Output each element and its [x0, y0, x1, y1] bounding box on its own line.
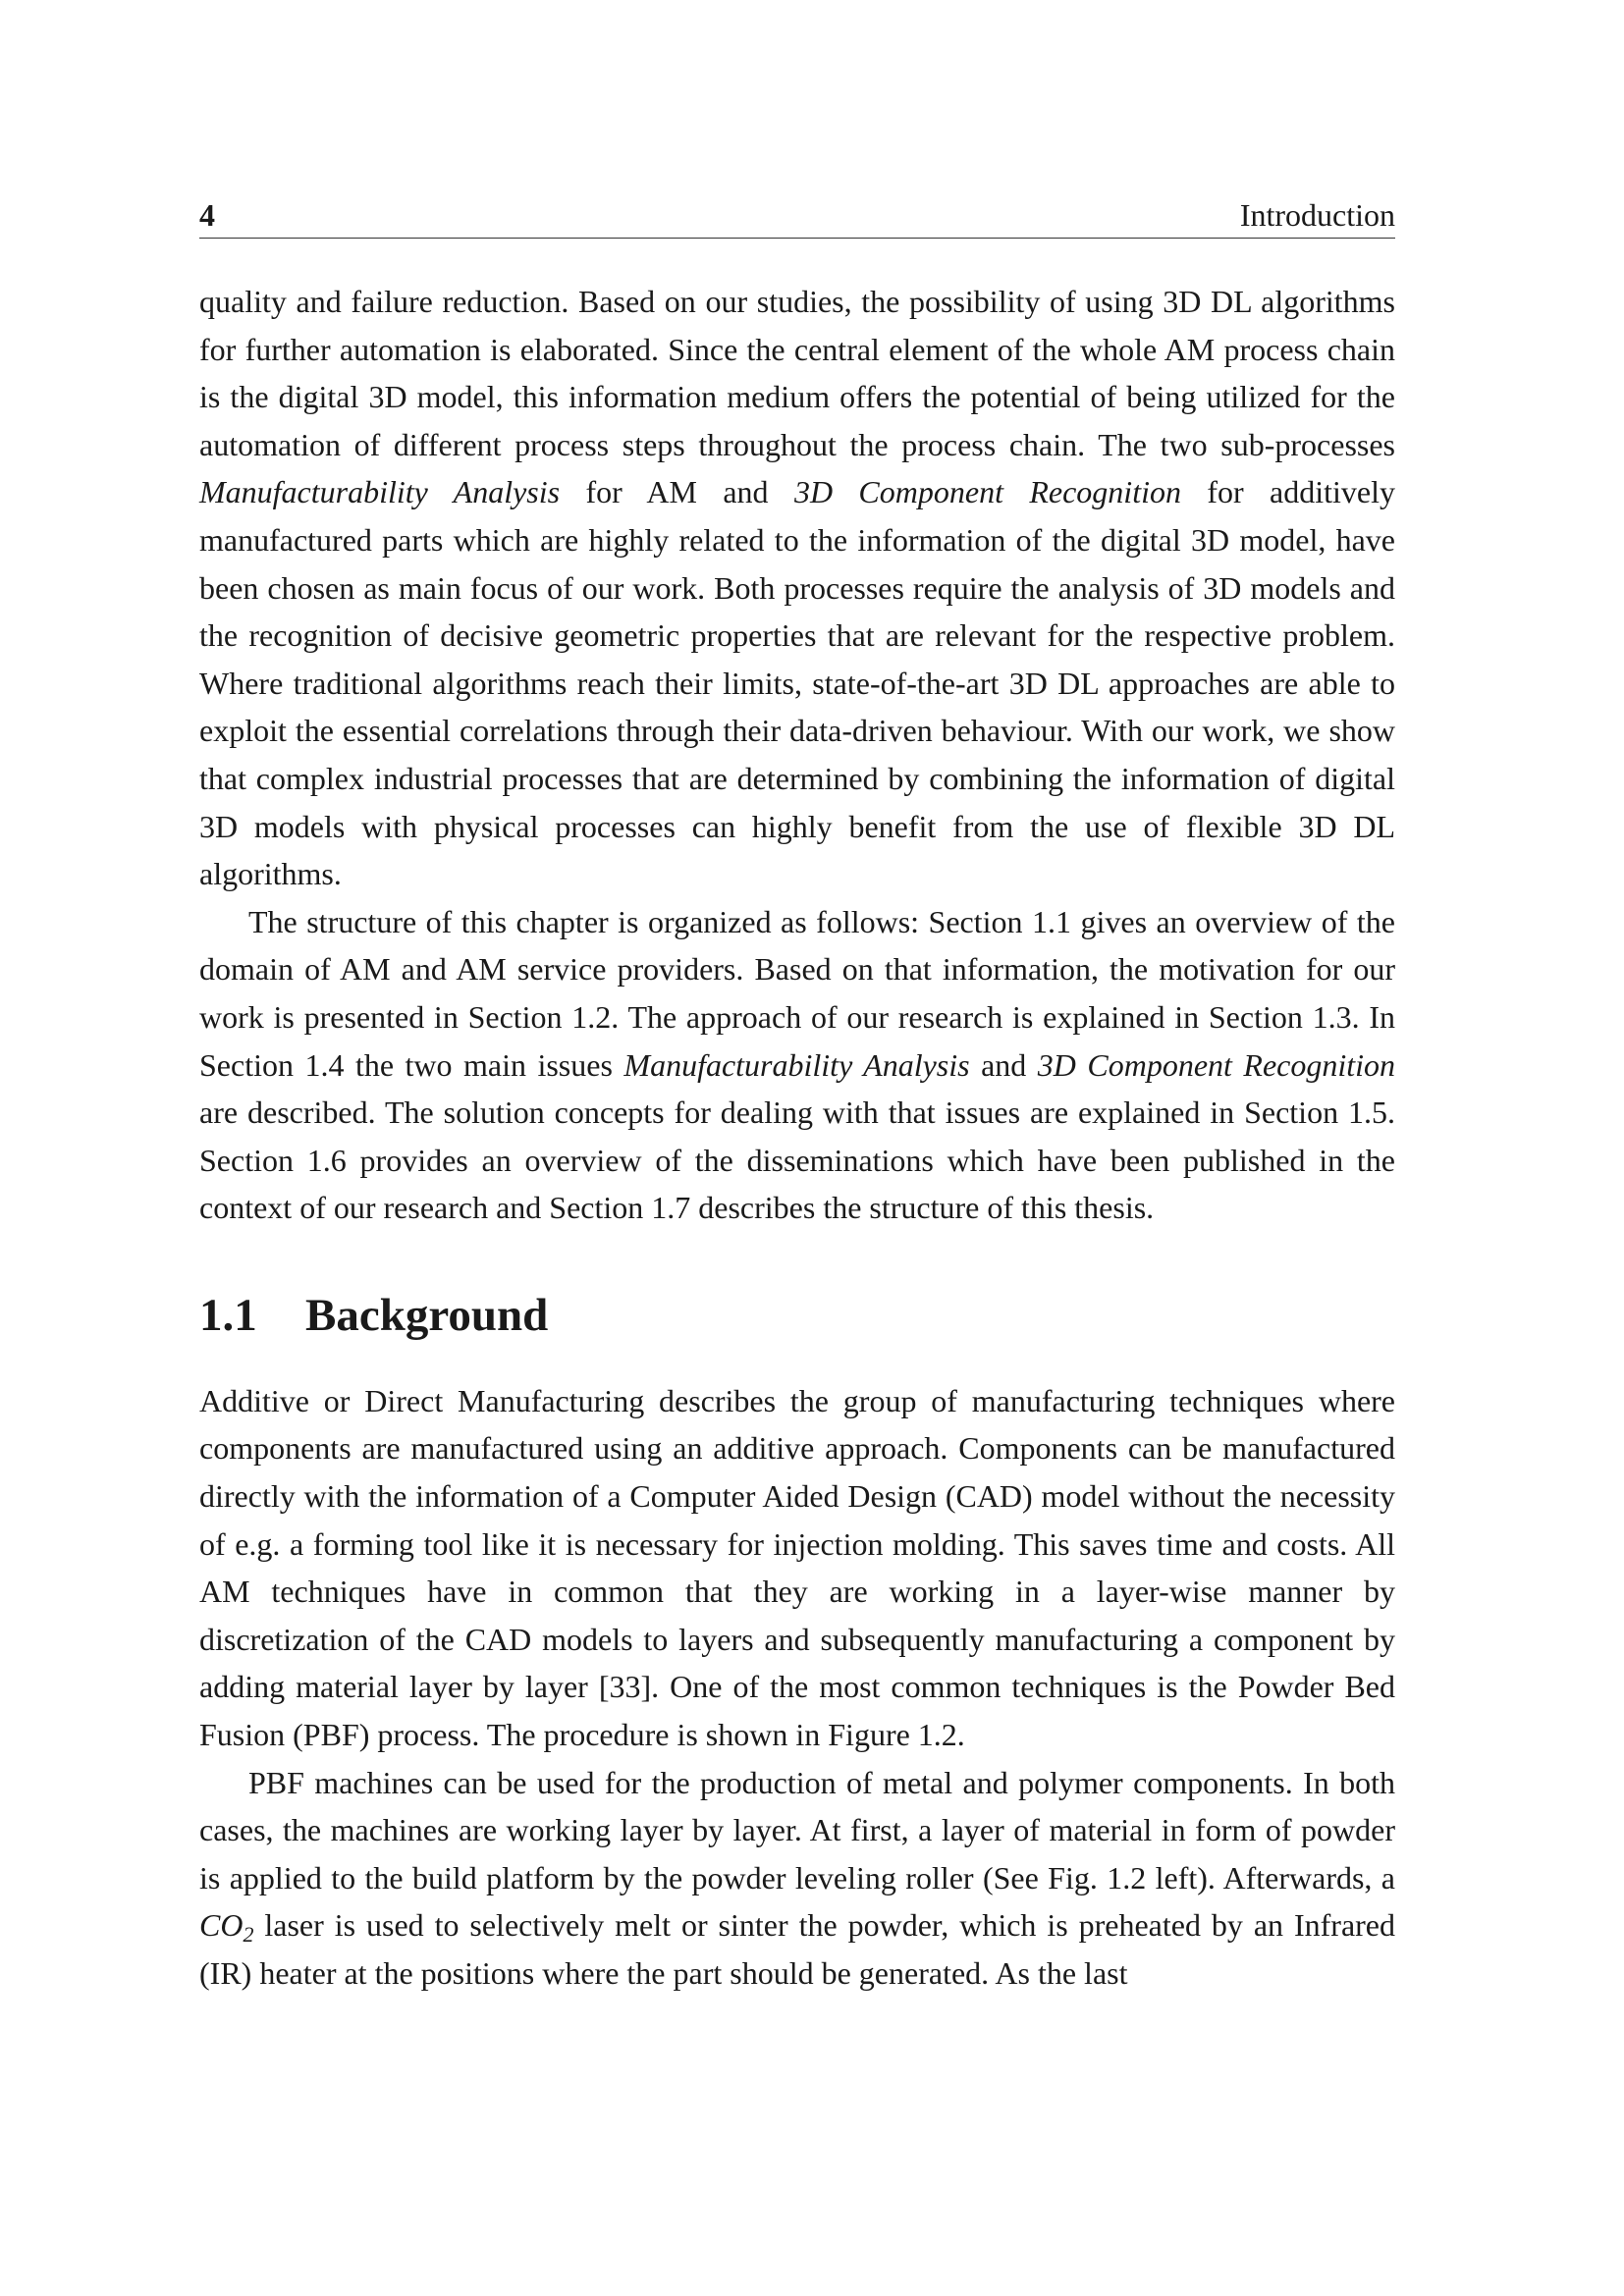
- section-heading: [199, 1288, 1395, 1343]
- text-run: for AM and: [560, 474, 794, 510]
- italic-term: 3D Component Recognition: [793, 474, 1181, 510]
- formula-subscript: 2: [243, 1922, 254, 1948]
- italic-term: Manufacturability Analysis: [199, 474, 561, 510]
- running-header: [199, 196, 1395, 239]
- intro-paragraph-1: [199, 278, 1395, 898]
- page-number: 4: [199, 197, 215, 233]
- co2-formula: [199, 1907, 254, 1948]
- intro-paragraph-2: [199, 898, 1395, 1232]
- background-paragraph-2: [199, 1759, 1395, 1998]
- page: [199, 196, 1395, 1998]
- text-run: and: [969, 1046, 1038, 1083]
- text-run: laser is used to selectively melt or sinter the powder, which is preheated by an Infrared (IR) heater at the positions where the part should be generated. As the last: [199, 1907, 1395, 1991]
- italic-term: Manufacturability Analysis: [623, 1046, 970, 1083]
- text-run: quality and failure reduction. Based on our studies, the possibility of using 3D DL algorithms for further automation is elaborated. Since the central element of the whole AM process chain is the digital 3D model, this information medium offers the potential of being utilized for the automation of different process steps throughout the process chain. The two sub-processes: [199, 284, 1395, 462]
- body-text: [199, 278, 1395, 1998]
- text-run: PBF machines can be used for the production of metal and polymer components. In both cases, the machines are working layer by layer. At first, a layer of material in form of powder is applied to the build platform by the powder leveling roller (See Fig. 1.2 left). Afterwards, a: [199, 1764, 1395, 1896]
- section-number: 1.1: [199, 1289, 257, 1341]
- section-title: Background: [305, 1289, 549, 1341]
- formula-base: CO: [199, 1907, 244, 1944]
- italic-term: 3D Component Recognition: [1037, 1046, 1396, 1083]
- background-paragraph-1: Additive or Direct Manufacturing describes the group of manufacturing techniques where components are manufactured using an additive approach. Components can be manufactured directly with the information of a Computer Aided Design (CAD) model without the necessity of e.g. a forming tool like it is necessary for injection molding. This saves time and costs. All AM techniques have in common that they are working in a layer-wise manner by discretization of the CAD models to layers and subsequently manufacturing a component by adding material layer by layer [33]. One of the most common techniques is the Powder Bed Fusion (PBF) process. The procedure is shown in Figure 1.2.: [199, 1382, 1395, 1753]
- text-run: are described. The solution concepts for dealing with that issues are explained in Section 1.5. Section 1.6 provides an overview of the disseminations which have been published in the context of our research and Section 1.7 describes the structure of this thesis.: [199, 1095, 1395, 1226]
- text-run: for additively manufactured parts which are highly related to the information of the digital 3D model, have been chosen as main focus of our work. Both processes require the analysis of 3D models and the recognition of decisive geometric properties that are relevant for the respective problem. Where traditional algorithms reach their limits, state-of-the-art 3D DL approaches are able to exploit the essential correlations through their data-driven behaviour. With our work, we show that complex industrial processes that are determined by combining the information of digital 3D models with physical processes can highly benefit from the use of flexible 3D DL algorithms.: [199, 474, 1396, 892]
- text-run: The structure of this chapter is organized as follows: Section 1.1 gives an overview of the domain of AM and AM service providers. Based on that information, the motivation for our work is presented in Section 1.2. The approach of our research is explained in Section 1.3. In Section 1.4 the two main issues: [199, 903, 1395, 1083]
- chapter-title: Introduction: [1239, 197, 1395, 233]
